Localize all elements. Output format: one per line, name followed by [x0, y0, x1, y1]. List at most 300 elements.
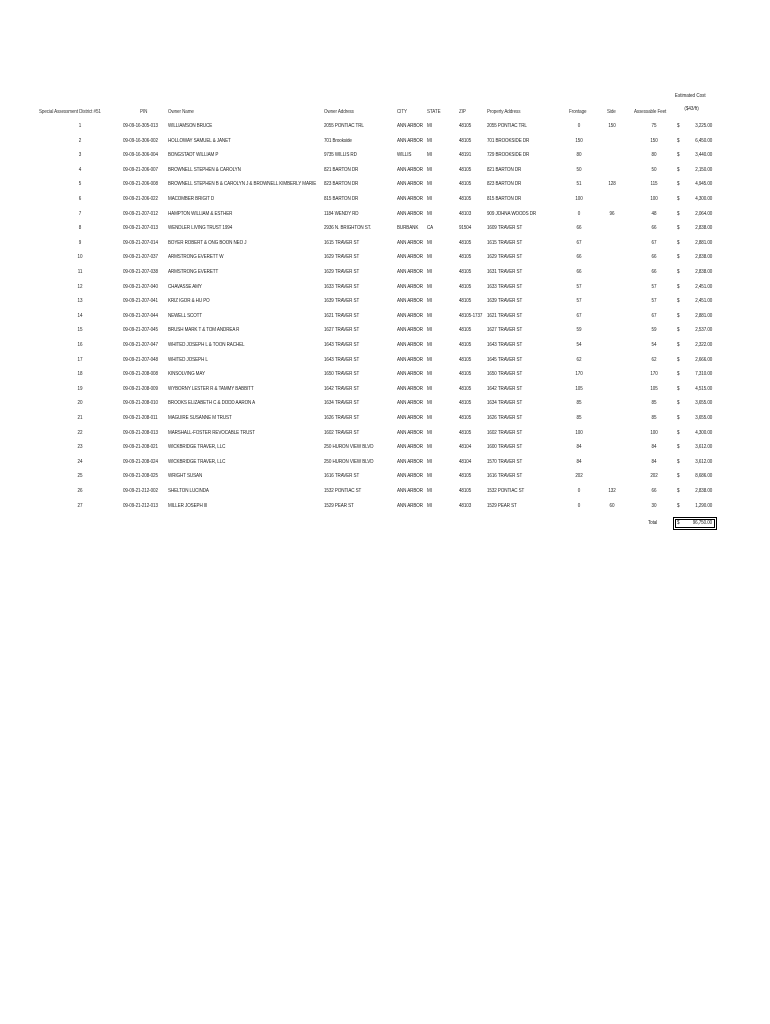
row-state: MI [427, 415, 432, 421]
header-pin: PIN [140, 109, 148, 115]
row-city: ANN ARBOR [397, 327, 423, 334]
row-side: 150 [608, 123, 616, 129]
row-state: MI [427, 473, 432, 480]
row-zip: 48105 [459, 269, 472, 275]
row-dollar-sign: $ [677, 298, 680, 305]
row-assessable-feet: 66 [651, 269, 657, 275]
row-pin: 09-09-21-207-047 [123, 342, 158, 348]
header-side: Side [607, 109, 616, 115]
total-dollar: $ [677, 520, 680, 526]
row-estimated-cost: 8,686.00 [695, 473, 712, 480]
row-assessable-feet: 59 [651, 327, 657, 334]
row-state: MI [427, 298, 432, 305]
estimated-cost-header-line1: Estimated Cost [674, 93, 706, 99]
row-property-address: 1600 TRAVER ST [487, 444, 523, 451]
header-district: Special Assessment District #51 [39, 109, 101, 115]
row-owner-name: MARSHALL-FOSTER REVOCABLE TRUST [168, 429, 255, 436]
row-owner-name: MAGUIRE SUSANNE M TRUST [168, 415, 232, 421]
row-property-address: 1529 PEAR ST [487, 502, 517, 509]
row-city: ANN ARBOR [397, 254, 423, 261]
row-estimated-cost: 2,881.00 [695, 312, 712, 319]
row-pin: 09-09-21-208-021 [123, 444, 158, 451]
header-assessable-feet: Assessable Feet [634, 109, 667, 115]
row-city: ANN ARBOR [397, 429, 423, 436]
row-property-address: 1631 TRAVER ST [487, 269, 523, 275]
row-pin: 09-09-21-208-013 [123, 429, 158, 436]
row-dollar-sign: $ [677, 283, 680, 290]
row-city: ANN ARBOR [397, 342, 423, 348]
row-number: 18 [77, 371, 83, 378]
row-estimated-cost: 2,838.00 [695, 488, 712, 494]
row-owner-address: 1633 TRAVER ST [324, 283, 360, 290]
row-pin: 09-09-21-208-009 [123, 385, 158, 392]
row-owner-address: 1184 WENDY RD [324, 210, 359, 217]
row-frontage: 85 [576, 400, 582, 407]
row-assessable-feet: 75 [651, 123, 657, 129]
row-city: ANN ARBOR [397, 371, 423, 378]
row-frontage: 84 [576, 444, 582, 451]
row-state: MI [427, 444, 432, 451]
row-assessable-feet: 66 [651, 488, 657, 494]
row-dollar-sign: $ [677, 327, 680, 334]
row-assessable-feet: 202 [650, 473, 658, 480]
row-estimated-cost: 3,612.00 [695, 444, 712, 451]
row-estimated-cost: 7,310.00 [695, 371, 712, 378]
row-pin: 09-09-21-208-024 [123, 458, 158, 465]
row-assessable-feet: 80 [651, 152, 657, 159]
row-owner-address: 701 Brookside [324, 137, 352, 144]
row-property-address: 2055 PONTIAC TRL [487, 123, 527, 129]
row-property-address: 1634 TRAVER ST [487, 400, 523, 407]
row-number: 15 [77, 327, 83, 334]
row-dollar-sign: $ [677, 342, 680, 348]
row-state: MI [427, 488, 432, 494]
row-number: 27 [77, 502, 83, 509]
row-number: 14 [77, 312, 83, 319]
row-frontage: 57 [576, 283, 582, 290]
row-estimated-cost: 2,150.00 [695, 166, 712, 173]
row-frontage: 67 [576, 312, 582, 319]
row-frontage: 59 [576, 327, 582, 334]
row-state: MI [427, 458, 432, 465]
row-pin: 09-09-21-207-012 [123, 210, 158, 217]
row-dollar-sign: $ [677, 385, 680, 392]
row-frontage: 0 [577, 502, 581, 509]
row-frontage: 170 [575, 371, 583, 378]
row-property-address: 1629 TRAVER ST [487, 254, 523, 261]
row-state: MI [427, 166, 432, 173]
row-zip: 48105 [459, 196, 472, 202]
row-frontage: 54 [576, 342, 582, 348]
row-zip: 48103 [459, 210, 472, 217]
row-estimated-cost: 2,838.00 [695, 254, 712, 261]
row-city: ANN ARBOR [397, 415, 423, 421]
row-assessable-feet: 62 [651, 356, 657, 363]
row-city: ANN ARBOR [397, 488, 423, 494]
row-assessable-feet: 57 [651, 298, 657, 305]
row-frontage: 51 [576, 181, 582, 188]
row-number: 20 [77, 400, 83, 407]
row-state: MI [427, 239, 432, 246]
row-zip: 48105 [459, 488, 472, 494]
row-state: MI [427, 152, 432, 159]
row-owner-address: 1629 TRAVER ST [324, 254, 360, 261]
row-pin: 09-09-21-207-045 [123, 327, 158, 334]
row-number: 8 [78, 225, 82, 232]
row-property-address: 815 BARTON DR [487, 196, 522, 202]
row-owner-name: KINSOLVING MAY [168, 371, 205, 378]
row-owner-address: 250 HURON VIEW BLVD [324, 458, 374, 465]
row-state: MI [427, 356, 432, 363]
row-pin: 09-09-21-207-048 [123, 356, 158, 363]
row-estimated-cost: 4,300.00 [695, 196, 712, 202]
row-number: 7 [78, 210, 82, 217]
row-zip: 48105 [459, 371, 472, 378]
row-assessable-feet: 67 [651, 239, 657, 246]
row-city: ANN ARBOR [397, 181, 423, 188]
row-dollar-sign: $ [677, 371, 680, 378]
total-label: Total [648, 520, 658, 526]
row-estimated-cost: 2,537.00 [695, 327, 712, 334]
row-property-address: 1643 TRAVER ST [487, 342, 523, 348]
row-city: ANN ARBOR [397, 196, 423, 202]
row-pin: 09-09-21-206-022 [123, 196, 158, 202]
row-owner-name: WRIGHT SUSAN [168, 473, 203, 480]
row-estimated-cost: 6,450.00 [695, 137, 712, 144]
row-city: WILLIS [397, 152, 412, 159]
row-pin: 09-09-16-306-004 [123, 152, 158, 159]
row-property-address: 729 BROOKSIDE DR [487, 152, 530, 159]
row-state: MI [427, 137, 432, 144]
row-city: ANN ARBOR [397, 400, 423, 407]
row-owner-name: SHELTON LUCINDA [168, 488, 209, 494]
row-owner-address: 1616 TRAVER ST [324, 473, 360, 480]
row-state: MI [427, 312, 432, 319]
row-city: ANN ARBOR [397, 137, 423, 144]
row-frontage: 66 [576, 254, 582, 261]
row-state: MI [427, 123, 432, 129]
row-city: ANN ARBOR [397, 123, 423, 129]
row-estimated-cost: 3,225.00 [695, 123, 712, 129]
row-zip: 48105 [459, 327, 472, 334]
row-zip: 48105 [459, 123, 472, 129]
row-pin: 09-09-21-207-040 [123, 283, 158, 290]
header-city: CITY [397, 109, 407, 115]
row-assessable-feet: 100 [650, 429, 658, 436]
row-assessable-feet: 85 [651, 400, 657, 407]
row-pin: 09-09-21-212-013 [123, 502, 158, 509]
row-pin: 09-09-21-206-008 [123, 181, 158, 188]
row-pin: 09-09-21-208-010 [123, 400, 158, 407]
row-dollar-sign: $ [677, 488, 680, 494]
row-frontage: 0 [577, 123, 581, 129]
row-dollar-sign: $ [677, 181, 680, 188]
row-assessable-feet: 100 [650, 196, 658, 202]
row-frontage: 202 [575, 473, 583, 480]
row-pin: 09-09-21-206-007 [123, 166, 158, 173]
row-pin: 09-09-21-208-025 [123, 473, 158, 480]
row-frontage: 66 [576, 269, 582, 275]
row-property-address: 1570 TRAVER ST [487, 458, 523, 465]
row-zip: 48104 [459, 444, 472, 451]
row-dollar-sign: $ [677, 225, 680, 232]
row-owner-address: 1643 TRAVER ST [324, 356, 360, 363]
row-frontage: 66 [576, 225, 582, 232]
row-zip: 48105 [459, 429, 472, 436]
row-pin: 09-09-21-208-011 [123, 415, 158, 421]
row-owner-name: BROOKS ELIZABETH C & DODD AARON A [168, 400, 256, 407]
row-estimated-cost: 2,451.00 [695, 298, 712, 305]
row-frontage: 80 [576, 152, 582, 159]
row-assessable-feet: 105 [650, 385, 658, 392]
row-owner-name: KRIZ IGOR & HU PO [168, 298, 210, 305]
row-dollar-sign: $ [677, 312, 680, 319]
row-number: 4 [78, 166, 82, 173]
row-zip: 48105 [459, 385, 472, 392]
row-city: ANN ARBOR [397, 502, 423, 509]
row-number: 23 [77, 444, 83, 451]
row-pin: 09-09-21-208-008 [123, 371, 158, 378]
row-city: ANN ARBOR [397, 298, 423, 305]
row-dollar-sign: $ [677, 123, 680, 129]
row-owner-address: 1529 PEAR ST [324, 502, 354, 509]
row-dollar-sign: $ [677, 239, 680, 246]
row-city: ANN ARBOR [397, 444, 423, 451]
row-estimated-cost: 4,945.00 [695, 181, 712, 188]
row-city: ANN ARBOR [397, 473, 423, 480]
row-assessable-feet: 67 [651, 312, 657, 319]
row-zip: 48105 [459, 166, 472, 173]
row-state: MI [427, 400, 432, 407]
row-estimated-cost: 2,838.00 [695, 269, 712, 275]
row-state: MI [427, 254, 432, 261]
row-dollar-sign: $ [677, 152, 680, 159]
row-zip: 48103 [459, 502, 472, 509]
row-property-address: 1639 TRAVER ST [487, 298, 523, 305]
row-pin: 09-09-16-306-002 [123, 137, 158, 144]
row-number: 17 [77, 356, 83, 363]
row-pin: 09-09-16-305-013 [123, 123, 158, 129]
row-property-address: 1650 TRAVER ST [487, 371, 523, 378]
row-frontage: 62 [576, 356, 582, 363]
header-zip: ZIP [459, 109, 466, 115]
row-zip: 48105 [459, 415, 472, 421]
row-number: 9 [78, 239, 82, 246]
row-state: MI [427, 327, 432, 334]
header-owner-name: Owner Name [168, 109, 194, 115]
row-owner-name: MACOMBER BRIGIT D [168, 196, 215, 202]
row-assessable-feet: 57 [651, 283, 657, 290]
row-owner-name: CHAVASSE AMY [168, 283, 202, 290]
row-estimated-cost: 2,838.00 [695, 225, 712, 232]
row-owner-address: 1643 TRAVER ST [324, 342, 360, 348]
row-estimated-cost: 3,655.00 [695, 415, 712, 421]
row-property-address: 701 BROOKSIDE DR [487, 137, 530, 144]
row-zip: 48105 [459, 254, 472, 261]
row-property-address: 1615 TRAVER ST [487, 239, 523, 246]
row-owner-name: ARMSTRONG EVERETT W [168, 254, 224, 261]
row-owner-name: NEWELL SCOTT [168, 312, 203, 319]
row-side: 60 [609, 502, 615, 509]
row-state: MI [427, 283, 432, 290]
row-pin: 09-09-21-207-038 [123, 269, 158, 275]
row-owner-address: 1626 TRAVER ST [324, 415, 360, 421]
row-number: 6 [78, 196, 82, 202]
row-frontage: 50 [576, 166, 582, 173]
row-city: BURBANK [397, 225, 419, 232]
row-state: MI [427, 429, 432, 436]
row-zip: 48105 [459, 400, 472, 407]
row-owner-name: BONGSTADT WILLIAM P [168, 152, 219, 159]
row-owner-name: BOYER ROBERT & ONG BOON NEO J [168, 239, 247, 246]
row-number: 19 [77, 385, 83, 392]
row-number: 24 [77, 458, 83, 465]
row-frontage: 67 [576, 239, 582, 246]
row-property-address: 1532 PONTIAC ST [487, 488, 525, 494]
row-frontage: 100 [575, 429, 583, 436]
row-side: 96 [609, 210, 615, 217]
row-assessable-feet: 30 [651, 502, 657, 509]
row-state: CA [427, 225, 434, 232]
row-number: 26 [77, 488, 83, 494]
row-owner-address: 1634 TRAVER ST [324, 400, 360, 407]
row-owner-name: BROWNELL STEPHEN B & CAROLYN J & BROWNELL KIMBERLY MARIE [168, 181, 317, 188]
row-property-address: 1602 TRAVER ST [487, 429, 523, 436]
row-owner-name: HAMPTON WILLIAM & ESTHER [168, 210, 233, 217]
row-estimated-cost: 1,290.00 [695, 502, 712, 509]
row-assessable-feet: 115 [650, 181, 658, 188]
row-city: ANN ARBOR [397, 269, 423, 275]
row-owner-address: 1642 TRAVER ST [324, 385, 360, 392]
row-frontage: 0 [577, 210, 581, 217]
row-frontage: 150 [575, 137, 583, 144]
row-state: MI [427, 210, 432, 217]
row-owner-name: MILLER JOSEPH III [168, 502, 208, 509]
row-city: ANN ARBOR [397, 312, 423, 319]
row-property-address: 823 BARTON DR [487, 181, 522, 188]
row-dollar-sign: $ [677, 415, 680, 421]
row-property-address: 1642 TRAVER ST [487, 385, 523, 392]
row-frontage: 84 [576, 458, 582, 465]
row-owner-address: 9735 WILLIS RD [324, 152, 357, 159]
row-zip: 48105 [459, 473, 472, 480]
header-owner-address: Owner Address [324, 109, 354, 115]
row-zip: 48105 [459, 181, 472, 188]
row-pin: 09-09-21-207-037 [123, 254, 158, 261]
row-owner-address: 2936 N. BRIGHTON ST. [324, 225, 372, 232]
row-property-address: 1621 TRAVER ST [487, 312, 523, 319]
row-city: ANN ARBOR [397, 356, 423, 363]
row-owner-address: 1615 TRAVER ST [324, 239, 360, 246]
row-dollar-sign: $ [677, 444, 680, 451]
row-dollar-sign: $ [677, 458, 680, 465]
total-value: 96,750.00 [692, 520, 712, 526]
row-number: 21 [77, 415, 83, 421]
row-estimated-cost: 2,881.00 [695, 239, 712, 246]
row-number: 3 [78, 152, 82, 159]
header-state: STATE [427, 109, 441, 115]
row-owner-address: 821 BARTON DR [324, 166, 359, 173]
row-state: MI [427, 371, 432, 378]
row-owner-name: WYBORNY LESTER R & TAMMY BABBITT [168, 385, 254, 392]
row-number: 13 [77, 298, 83, 305]
row-assessable-feet: 54 [651, 342, 657, 348]
row-zip: 48105 [459, 239, 472, 246]
row-dollar-sign: $ [677, 502, 680, 509]
row-estimated-cost: 4,300.00 [695, 429, 712, 436]
row-estimated-cost: 3,655.00 [695, 400, 712, 407]
row-owner-name: WHITED JOSEPH L & TOON RACHEL [168, 342, 245, 348]
row-number: 10 [77, 254, 83, 261]
row-owner-name: WENDLER LIVING TRUST 1994 [168, 225, 233, 232]
row-property-address: 1616 TRAVER ST [487, 473, 523, 480]
row-owner-address: 815 BARTON DR [324, 196, 359, 202]
row-assessable-feet: 66 [651, 225, 657, 232]
row-owner-name: WILLIAMSON BRUCE [168, 123, 213, 129]
row-city: ANN ARBOR [397, 458, 423, 465]
row-city: ANN ARBOR [397, 239, 423, 246]
row-estimated-cost: 2,322.00 [695, 342, 712, 348]
row-dollar-sign: $ [677, 473, 680, 480]
row-owner-name: ARMSTRONG EVERETT [168, 269, 219, 275]
row-owner-name: BRUSH MARK T & TOM ANDREA R [168, 327, 240, 334]
row-dollar-sign: $ [677, 269, 680, 275]
row-zip: 48191 [459, 152, 472, 159]
row-number: 2 [78, 137, 82, 144]
row-dollar-sign: $ [677, 400, 680, 407]
row-property-address: 1626 TRAVER ST [487, 415, 523, 421]
row-owner-name: HOLLOWAY SAMUEL & JANET [168, 137, 231, 144]
row-number: 5 [78, 181, 82, 188]
row-state: MI [427, 269, 432, 275]
row-owner-address: 1629 TRAVER ST [324, 269, 360, 275]
row-owner-address: 250 HURON VIEW BLVD [324, 444, 374, 451]
row-frontage: 0 [577, 488, 581, 494]
row-number: 12 [77, 283, 83, 290]
row-number: 25 [77, 473, 83, 480]
row-assessable-feet: 50 [651, 166, 657, 173]
row-estimated-cost: 2,064.00 [695, 210, 712, 217]
row-city: ANN ARBOR [397, 210, 423, 217]
row-owner-address: 1627 TRAVER ST [324, 327, 360, 334]
row-pin: 09-09-21-207-013 [123, 225, 158, 232]
row-assessable-feet: 48 [651, 210, 657, 217]
row-owner-address: 1532 PONTIAC ST [324, 488, 362, 494]
row-frontage: 57 [576, 298, 582, 305]
row-zip: 48105 [459, 283, 472, 290]
row-property-address: 821 BARTON DR [487, 166, 522, 173]
row-assessable-feet: 85 [651, 415, 657, 421]
row-number: 11 [77, 269, 83, 275]
row-zip: 48105 [459, 342, 472, 348]
row-owner-name: WICKBRIDGE TRAVER, LLC [168, 458, 226, 465]
row-dollar-sign: $ [677, 254, 680, 261]
row-owner-address: 1621 TRAVER ST [324, 312, 360, 319]
row-city: ANN ARBOR [397, 385, 423, 392]
row-side: 128 [608, 181, 616, 188]
row-owner-address: 1650 TRAVER ST [324, 371, 360, 378]
row-property-address: 1627 TRAVER ST [487, 327, 523, 334]
row-zip: 48105 [459, 356, 472, 363]
row-property-address: 909 JOHNA WOODS DR [487, 210, 537, 217]
header-frontage: Frontage [569, 109, 587, 115]
row-zip: 91504 [459, 225, 472, 232]
row-dollar-sign: $ [677, 356, 680, 363]
row-property-address: 1633 TRAVER ST [487, 283, 523, 290]
row-pin: 09-09-21-212-002 [123, 488, 158, 494]
row-number: 16 [77, 342, 83, 348]
row-dollar-sign: $ [677, 210, 680, 217]
